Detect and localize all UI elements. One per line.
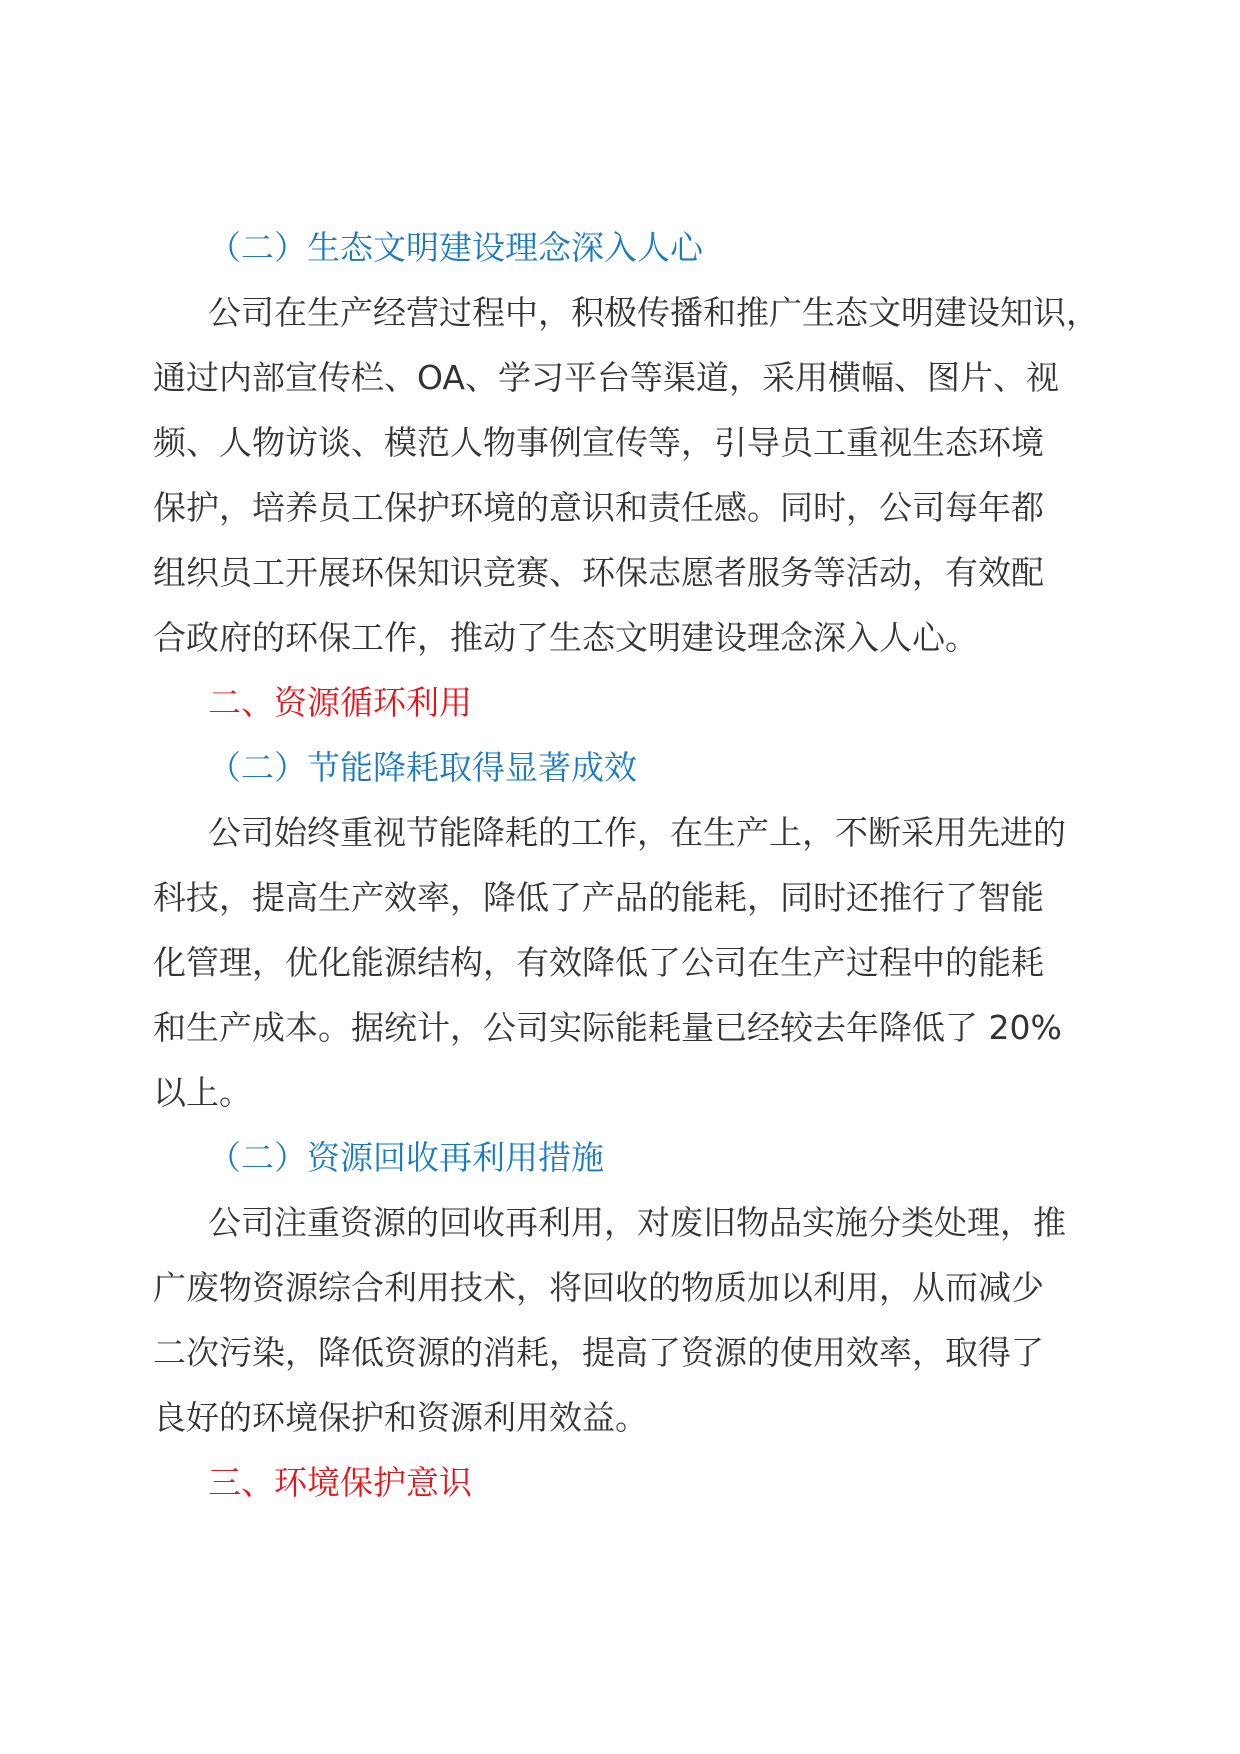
subsection-title-resource-recovery: （二）资源回收再利用措施: [208, 1138, 604, 1177]
document-body: [153, 215, 1105, 1515]
paragraph-line: 公司在生产经营过程中，积极传播和推广生态文明建设知识，: [208, 293, 1099, 332]
paragraph-line: 良好的环境保护和资源利用效益。: [153, 1398, 648, 1437]
paragraph-line: 化管理，优化能源结构，有效降低了公司在生产过程中的能耗: [153, 943, 1044, 982]
paragraph-line: 合政府的环保工作，推动了生态文明建设理念深入人心。: [153, 618, 978, 657]
section-title-environmental-awareness: 三、环境保护意识: [208, 1463, 472, 1502]
section-title-resource-recycling: 二、资源循环利用: [208, 683, 472, 722]
paragraph-line: 二次污染，降低资源的消耗，提高了资源的使用效率，取得了: [153, 1333, 1044, 1372]
paragraph-line: 公司注重资源的回收再利用，对废旧物品实施分类处理，推: [208, 1203, 1066, 1242]
paragraph-line: 广废物资源综合利用技术，将回收的物质加以利用，从而减少: [153, 1268, 1044, 1307]
paragraph-line: 通过内部宣传栏、OA、学习平台等渠道，采用横幅、图片、视: [153, 358, 1059, 397]
paragraph-line: 以上。: [153, 1073, 252, 1112]
subsection-title-energy-saving: （二）节能降耗取得显著成效: [208, 748, 637, 787]
paragraph-line: 保护，培养员工保护环境的意识和责任感。同时，公司每年都: [153, 488, 1044, 527]
paragraph-line: 和生产成本。据统计，公司实际能耗量已经较去年降低了 20%: [153, 1008, 1062, 1047]
paragraph-line: 科技，提高生产效率，降低了产品的能耗，同时还推行了智能: [153, 878, 1044, 917]
paragraph-line: 组织员工开展环保知识竞赛、环保志愿者服务等活动，有效配: [153, 553, 1044, 592]
paragraph-line: 公司始终重视节能降耗的工作，在生产上，不断采用先进的: [208, 813, 1066, 852]
paragraph-line: 频、人物访谈、模范人物事例宣传等，引导员工重视生态环境: [153, 423, 1044, 462]
subsection-title-ecological-civilization: （二）生态文明建设理念深入人心: [208, 228, 703, 267]
